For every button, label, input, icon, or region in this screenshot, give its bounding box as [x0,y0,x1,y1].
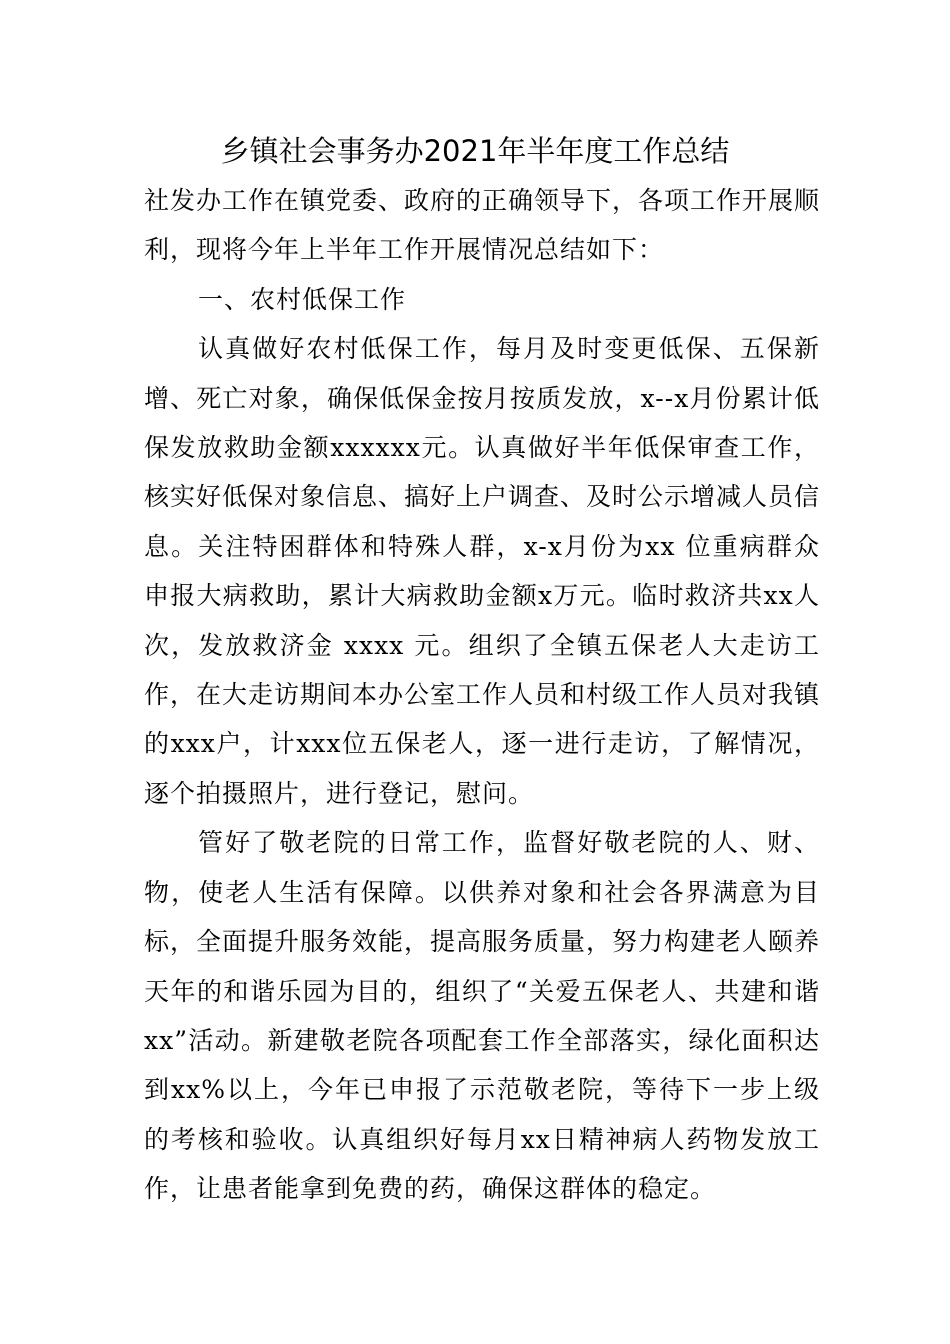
document-body [144,176,820,1214]
paragraph-nursing-home-work: 管好了敬老院的日常工作，监督好敬老院的人、财、物，使老人生活有保障。以供养对象和社会各界满意为目标，全面提升服务效能，提高服务质量，努力构建老人颐养天年的和谐乐园为目的，组织了“关爱五保老人、共建和谐xx”活动。新建敬老院各项配套工作全部落实，绿化面积达到xx%以上，今年已申报了示范敬老院，等待下一步上级的考核和验收。认真组织好每月xx日精神病人药物发放工作，让患者能拿到免费的药，确保这群体的稳定。 [144,828,821,1204]
intro-paragraph: 社发办工作在镇党委、政府的正确领导下，各项工作开展顺利，现将今年上半年工作开展情况总结如下： [144,186,821,265]
paragraph-rural-subsistence-work: 认真做好农村低保工作，每月及时变更低保、五保新增、死亡对象，确保低保金按月按质发放，x--x月份累计低保发放救助金额xxxxxx元。认真做好半年低保审查工作，核实好低保对象信息、搞好上户调查、及时公示增减人员信息。关注特困群体和特殊人群，x-x月份为xx 位重病群众申报大病救助，累计大病救助金额x万元。临时救济共xx人次，发放救济金 xxxx 元。组织了全镇五保老人大走访工作，在大走访期间本办公室工作人员和村级工作人员对我镇的xxx户，计xxx位五保老人，逐一进行走访，了解情况，逐个拍摄照片，进行登记，慰问。 [144,334,821,808]
section-heading-rural-subsistence: 一、农村低保工作 [198,284,407,314]
document-title: 乡镇社会事务办2021年半年度工作总结 [220,134,730,168]
